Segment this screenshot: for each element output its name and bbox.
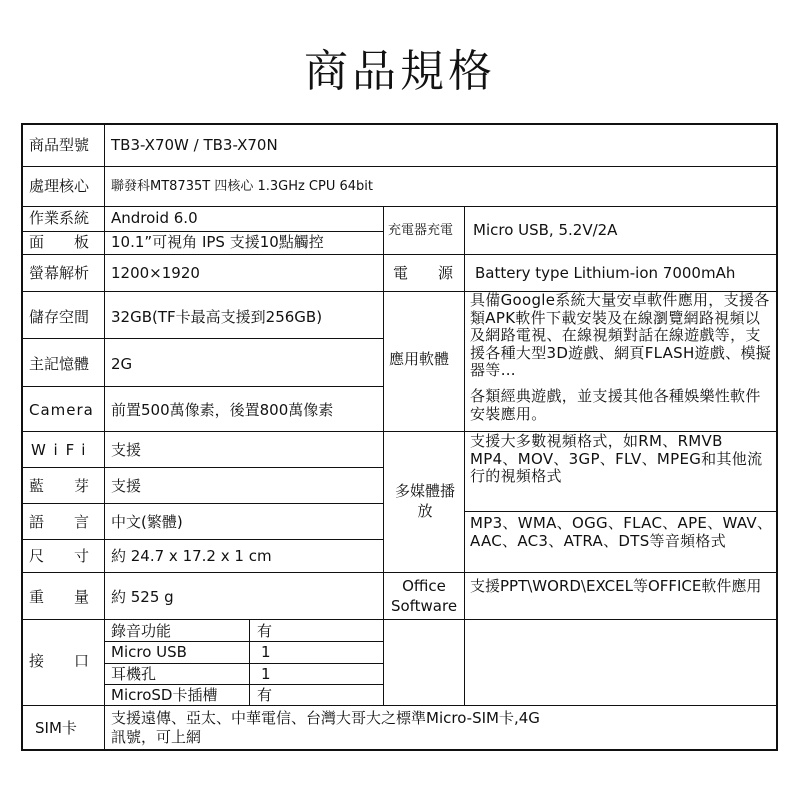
ram-value: 2G — [111, 355, 133, 373]
wifi-value: 支援 — [111, 441, 142, 459]
row-divider — [23, 166, 776, 167]
cpu-label: 處理核心 — [29, 177, 90, 195]
camera-value: 前置500萬像素，後置800萬像素 — [111, 401, 334, 419]
page-title: 商品規格 — [304, 46, 496, 97]
office-value: 支援PPT\WORD\EXCEL等OFFICE軟件應用 — [470, 577, 762, 595]
row-divider — [23, 254, 776, 255]
row-divider — [23, 503, 383, 504]
col-divider — [104, 705, 105, 749]
camera-label: Camera — [29, 401, 94, 419]
storage-value: 32GB(TF卡最高支援到256GB) — [111, 308, 323, 326]
spec-table — [21, 123, 778, 751]
language-value: 中文(繁體) — [111, 513, 183, 531]
col-divider — [464, 206, 465, 619]
row-divider — [23, 705, 776, 706]
port-value: 1 — [261, 665, 271, 683]
wifi-label: WiFi — [31, 441, 94, 459]
port-name: MicroSD卡插槽 — [111, 686, 218, 704]
multimedia-label: 多媒體播放 — [395, 482, 456, 520]
port-name: Micro USB — [111, 643, 187, 661]
size-label: 尺 寸 — [29, 547, 90, 565]
port-value: 1 — [261, 643, 271, 661]
row-divider — [23, 619, 776, 620]
power-value: Battery type Lithium-ion 7000mAh — [475, 264, 736, 282]
weight-value: 約 525 g — [111, 588, 174, 606]
os-value: Android 6.0 — [111, 209, 198, 227]
col-divider — [104, 125, 105, 705]
charger-value: Micro USB, 5.2V/2A — [473, 221, 618, 239]
sim-value: 支援遠傳、亞太、中華電信、台灣大哥大之標準Micro-SIM卡,4G訊號，可上網 — [111, 709, 540, 746]
ports-label: 接 口 — [29, 652, 90, 670]
bluetooth-label: 藍 芽 — [29, 477, 90, 495]
col-divider — [383, 206, 384, 705]
row-divider — [23, 572, 776, 573]
row-divider — [23, 206, 776, 207]
charger-label: 充電器充電 — [388, 223, 454, 238]
model-value: TB3-X70W / TB3-X70N — [111, 136, 278, 154]
size-value: 約 24.7 x 17.2 x 1 cm — [111, 547, 272, 565]
row-divider — [23, 539, 383, 540]
office-label-2: Software — [390, 597, 458, 615]
port-value: 有 — [257, 622, 273, 640]
bluetooth-value: 支援 — [111, 477, 142, 495]
apps-text-1: 具備Google系統大量安卓軟件應用，支援各類APK軟件下載安裝及在線瀏覽網路視頻以及網路電視、在線視頻對話在線遊戲等，支援各種大型3D遊戲、網頁FLASH遊戲、模擬器等… — [470, 291, 772, 379]
os-label: 作業系統 — [29, 209, 90, 227]
apps-label: 應用軟體 — [389, 350, 450, 368]
language-label: 語 言 — [29, 513, 90, 531]
apps-text-2: 各類經典遊戲，並支援其他各種娛樂性軟件安裝應用。 — [470, 387, 761, 423]
multimedia-audio: MP3、WMA、OGG、FLAC、APE、WAV、AAC、AC3、ATRA、DTS等音頻格式 — [470, 514, 773, 550]
col-divider — [249, 619, 250, 705]
col-divider — [464, 619, 465, 705]
cpu-value: 聯發科MT8735T 四核心 1.3GHz CPU 64bit — [111, 179, 373, 194]
multimedia-video: 支援大多數視頻格式，如RM、RMVB MP4、MOV、3GP、FLV、MPEG和其他流行的視頻格式 — [470, 432, 763, 485]
panel-value: 10.1”可視角 IPS 支援10點觸控 — [111, 233, 324, 251]
port-value: 有 — [257, 686, 273, 704]
storage-label: 儲存空間 — [29, 308, 90, 326]
row-divider — [464, 511, 776, 512]
row-divider — [23, 338, 383, 339]
weight-label: 重 量 — [29, 588, 90, 606]
resolution-label: 螢幕解析 — [29, 264, 90, 282]
panel-label: 面 板 — [29, 233, 90, 251]
port-name: 耳機孔 — [111, 665, 157, 683]
model-label: 商品型號 — [29, 136, 90, 154]
port-name: 錄音功能 — [111, 622, 172, 640]
row-divider — [23, 467, 383, 468]
office-label-1: Office — [402, 577, 446, 595]
sim-label: SIM卡 — [35, 719, 77, 737]
ram-label: 主記憶體 — [29, 355, 90, 373]
resolution-value: 1200×1920 — [111, 264, 200, 282]
row-divider — [23, 386, 383, 387]
power-label: 電 源 — [393, 264, 454, 282]
